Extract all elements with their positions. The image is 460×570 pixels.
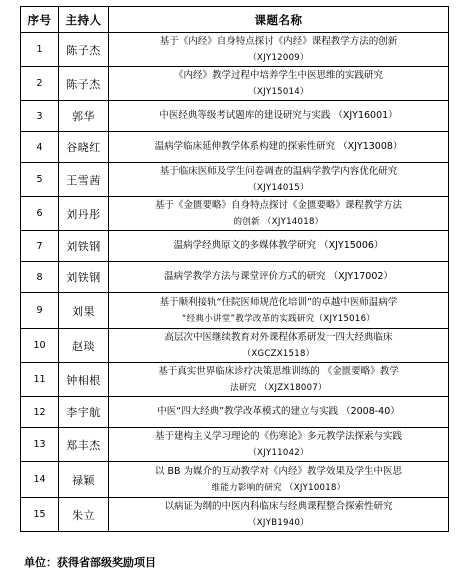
host-cell: 谷晓红 (59, 132, 109, 163)
serial-number-cell: 9 (21, 293, 59, 329)
header-project-title: 课题名称 (109, 7, 449, 33)
project-title-cell (109, 67, 449, 101)
project-title-cell (109, 498, 449, 532)
table-row (21, 197, 449, 231)
table-header-row (21, 7, 449, 33)
table-row (21, 329, 449, 363)
project-title-continuation: （XJY12009） (248, 52, 309, 63)
serial-number-cell: 13 (21, 428, 59, 462)
table-row (21, 293, 449, 329)
table-row (21, 262, 449, 293)
project-title-text: 《内经》教学过程中培养学生中医思维的实践研究 (173, 69, 383, 81)
project-title-cell (109, 329, 449, 363)
table-row (21, 397, 449, 428)
project-title-cell (109, 462, 449, 498)
project-title-continuation: 维能力影响的研究 （XJY10018） (211, 482, 346, 493)
serial-number-cell: 6 (21, 197, 59, 231)
project-title-text: 温病学教学方法与课堂评价方式的研究 （XJY17002） (164, 271, 393, 282)
table-row (21, 163, 449, 197)
serial-number-cell: 8 (21, 262, 59, 293)
host-cell: 刘果 (59, 293, 109, 329)
footer-note: 单位：获得省部级奖励项目 (24, 556, 156, 569)
header-serial-number: 序号 (21, 7, 59, 33)
project-title-text: 温病学经典原文的多媒体教学研究 （XJY15006） (173, 240, 384, 251)
table-row (21, 101, 449, 132)
serial-number-cell: 11 (21, 363, 59, 397)
project-title-cell (109, 262, 449, 293)
serial-number-cell: 7 (21, 231, 59, 262)
project-title-text: 高层次中医继续教育对外课程体系研发一四大经典临床 (164, 331, 393, 343)
project-title-text: 以 BB 为媒介的互动教学对《内经》教学效果及学生中医思 (154, 465, 403, 477)
project-title-cell (109, 163, 449, 197)
project-title-cell (109, 293, 449, 329)
project-title-cell (109, 428, 449, 462)
project-title-text: 基于《金匮要略》自身特点探讨《金匮要略》课程教学方法 (154, 199, 402, 211)
host-cell: 禄颖 (59, 462, 109, 498)
project-title-text: 基于建构主义学习理论的《伤寒论》多元教学法探索与实践 (154, 430, 402, 442)
project-title-continuation: 的创新 （XJY14018） (233, 216, 324, 227)
host-cell: 王雪茜 (59, 163, 109, 197)
host-cell: 钟相根 (59, 363, 109, 397)
project-title-text: 中医“四大经典”教学改革模式的建立与实践 （2008-40） (157, 406, 400, 417)
host-cell: 李宇航 (59, 397, 109, 428)
project-title-text: 基于临床医师及学生问卷调查的温病学教学内容优化研究 (159, 165, 398, 177)
project-title-cell (109, 363, 449, 397)
host-cell: 郑丰杰 (59, 428, 109, 462)
header-host: 主持人 (59, 7, 109, 33)
serial-number-cell: 12 (21, 397, 59, 428)
serial-number-cell: 1 (21, 33, 59, 67)
project-title-continuation: （XJY14015） (248, 182, 309, 193)
research-projects-table (20, 6, 449, 532)
project-title-continuation: （XJY15014） (248, 86, 309, 97)
host-cell: 陈子杰 (59, 33, 109, 67)
table-body (21, 33, 449, 532)
table-row (21, 67, 449, 101)
project-title-cell (109, 132, 449, 163)
project-title-text: 基于《内经》自身特点探讨《内经》课程教学方法的创新 (159, 35, 398, 47)
project-title-cell (109, 197, 449, 231)
serial-number-cell: 15 (21, 498, 59, 532)
serial-number-cell: 10 (21, 329, 59, 363)
serial-number-cell: 4 (21, 132, 59, 163)
host-cell: 刘丹彤 (59, 197, 109, 231)
project-title-cell (109, 231, 449, 262)
serial-number-cell: 5 (21, 163, 59, 197)
host-cell: 陈子杰 (59, 67, 109, 101)
host-cell: 朱立 (59, 498, 109, 532)
table-row (21, 33, 449, 67)
serial-number-cell: 3 (21, 101, 59, 132)
host-cell: 郭华 (59, 101, 109, 132)
project-title-continuation: 法研究 （XJZX18007） (230, 382, 327, 393)
table-row (21, 428, 449, 462)
project-title-text: 中医经典等级考试题库的建设研究与实践 （XJY16001） (159, 110, 398, 121)
project-title-text: 以病证为纲的中医内科临床与经典课程整合探索性研究 (164, 500, 393, 512)
project-title-text: 基于顺利接轨“住院医师规范化培训”的卓越中医师温病学 (159, 296, 398, 308)
serial-number-cell: 14 (21, 462, 59, 498)
table-row (21, 498, 449, 532)
project-title-cell (109, 33, 449, 67)
table-row (21, 231, 449, 262)
project-title-continuation: “经典小讲堂”教学改革的实践研究（XJY15016） (181, 313, 376, 324)
project-title-continuation: （XJYB1940） (248, 517, 309, 528)
project-title-text: 基于真实世界临床诊疗决策思维训练的 《金匮要略》教学 (158, 365, 399, 377)
project-title-cell (109, 397, 449, 428)
table-row (21, 132, 449, 163)
table-row (21, 462, 449, 498)
serial-number-cell: 2 (21, 67, 59, 101)
host-cell: 刘铁钢 (59, 262, 109, 293)
project-title-continuation: （XJY11042） (248, 447, 309, 458)
table-row (21, 363, 449, 397)
host-cell: 刘铁钢 (59, 231, 109, 262)
project-title-continuation: （XGCZX1518） (242, 348, 315, 359)
project-title-text: 温病学临床延伸教学体系构建的探索性研究 （XJY13008） (154, 141, 403, 152)
host-cell: 赵琰 (59, 329, 109, 363)
project-title-cell (109, 101, 449, 132)
